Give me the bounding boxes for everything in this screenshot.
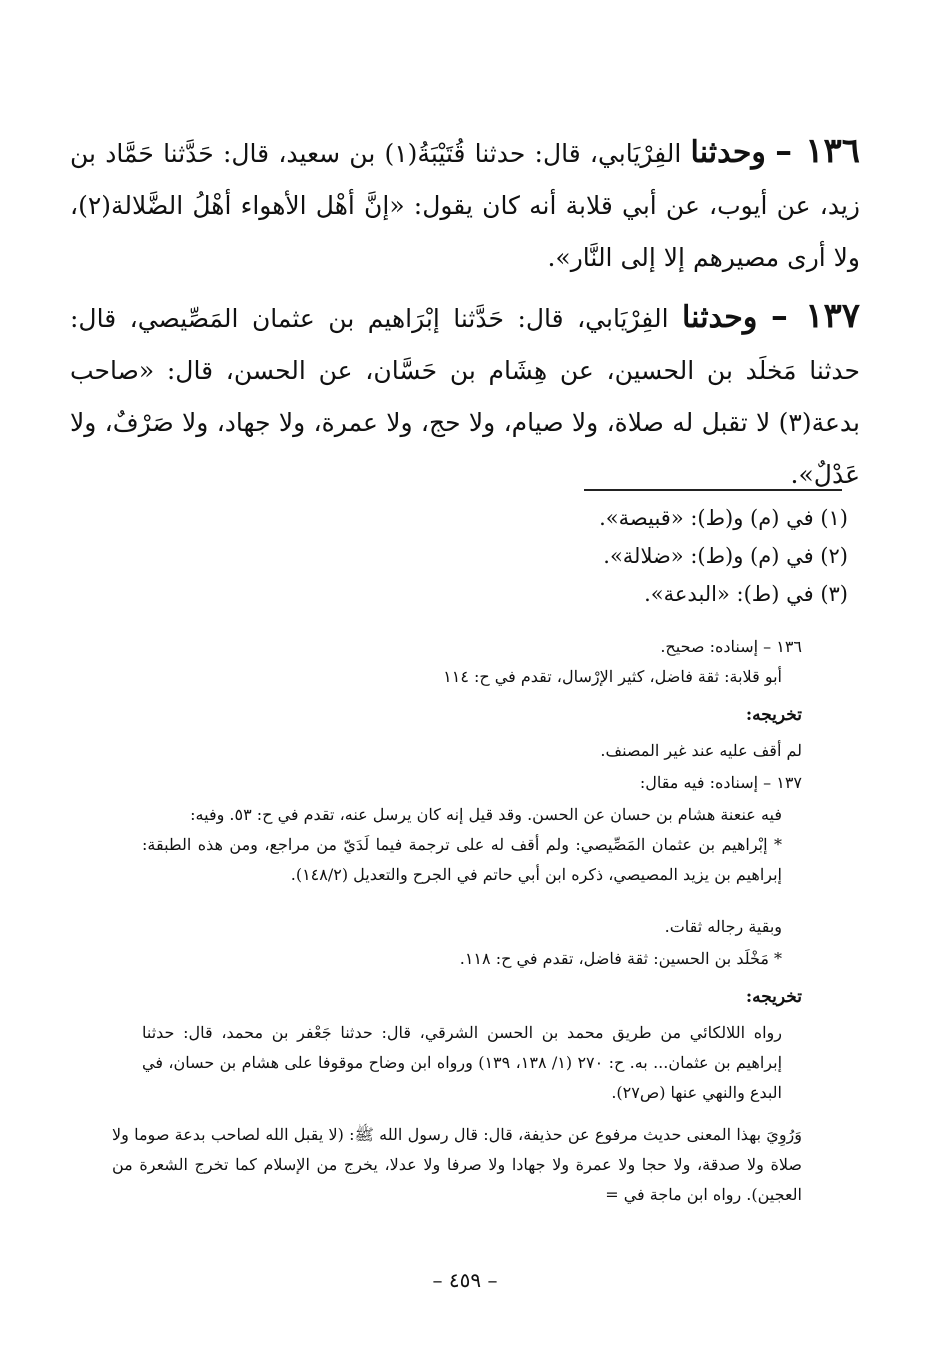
footnote-1: (١) في (م) و(ط): «قبيصة». <box>599 506 848 530</box>
narrator-note: أبو قلابة: ثقة فاضل، كثير الإرْسال، تقدم في ح: ١١٤ <box>443 667 782 686</box>
footnote-2: (٢) في (م) و(ط): «ضلالة». <box>603 544 848 568</box>
narrator-note: وبقية رجاله ثقات. <box>664 917 782 936</box>
page-number: – ٤٥٩ – <box>432 1268 498 1292</box>
footnote-3: (٣) في (ط): «البدعة». <box>644 582 848 606</box>
hadith-number: ١٣٧ – <box>770 296 860 336</box>
hadith-137 <box>70 290 860 501</box>
narrator-note: * مَخْلَد بن الحسين: ثقة فاضل، تقدم في ح: ١١٨. <box>459 949 782 968</box>
takhrij-heading-137: تخريجه: <box>745 987 802 1007</box>
isnad-137-text: فيه عنعنة هشام بن حسان عن الحسن. وقد قيل إنه كان يرسل عنه، تقدم في ح: ٥٣. وفيه: <box>190 805 782 824</box>
takhrij-text-137: رواه اللالكائي من طريق محمد بن الحسن الشرقي، قال: حدثنا جَعْفر بن محمد، قال: حدثنا إبراهيم بن عثمان... به. ح: ٢٧٠ (١/ ١٣٨، ١٣٩) ورواه ابن وضاح موقوفا على هشام بن حسان، في البدع والنهي عنها (ص٢٧). <box>142 1023 783 1102</box>
haddathana-word: وحدثنا <box>682 300 758 335</box>
hadith-136 <box>70 125 860 284</box>
hadith-number: ١٣٦ – <box>775 131 860 171</box>
footnote-divider <box>584 489 842 491</box>
isnad-136-heading: ١٣٦ – إسناده: صحيح. <box>660 637 802 656</box>
hadith-text: الفِرْيَابي، قال: حدثنا قُتَيْبَةُ(١) بن سعيد، قال: حَدَّثنا حَمَّاد بن زيد، عن أيوب، عن أبي قلابة أنه كان يقول: «إنَّ أهْل الأهواء أهْلُ الضَّلالة(٢)، ولا أرى مصيرهم إلا إلى النَّار». <box>70 139 860 272</box>
takhrij-text-137-continued: وَرُوِيَ بهذا المعنى حديث مرفوع عن حذيفة، قال: قال رسول الله ﷺ: (لا يقبل الله لصاحب بدعة صوما ولا صلاة ولا صدقة، ولا حجا ولا عمرة ولا جهادا ولا صرفا ولا عدلا، يخرج من الإسلام كما تخرج الشعرة من العجين). رواه ابن ماجة في = <box>112 1125 802 1204</box>
isnad-137-heading: ١٣٧ – إسناده: فيه مقال: <box>639 773 802 792</box>
haddathana-word: وحدثنا <box>690 135 766 170</box>
takhrij-heading-136: تخريجه: <box>745 705 802 725</box>
takhrij-text-136: لم أقف عليه عند غير المصنف. <box>600 741 802 760</box>
hadith-text: الفِرْيَابي، قال: حَدَّثنا إبْرَاهيم بن عثمان المَصِّيصي، قال: حدثنا مَخلَد بن الحسين، عن هِشَام بن حَسَّان، عن الحسن، قال: «صاحب بدعة(٣) لا تقبل له صلاة، ولا صيام، ولا حج، ولا عمرة، ولا جهاد، ولا صَرْفٌ، ولا عَدْلٌ». <box>70 304 860 489</box>
narrator-note: * إبْراهيم بن عثمان المَصِّيصي: ولم أقف له على ترجمة فيما لَدَيّ من مراجع، ومن هذه الطبقة: إبراهيم بن يزيد المصيصي، ذكره ابن أبي حاتم في الجرح والتعديل (١٤٨/٢). <box>142 835 782 884</box>
